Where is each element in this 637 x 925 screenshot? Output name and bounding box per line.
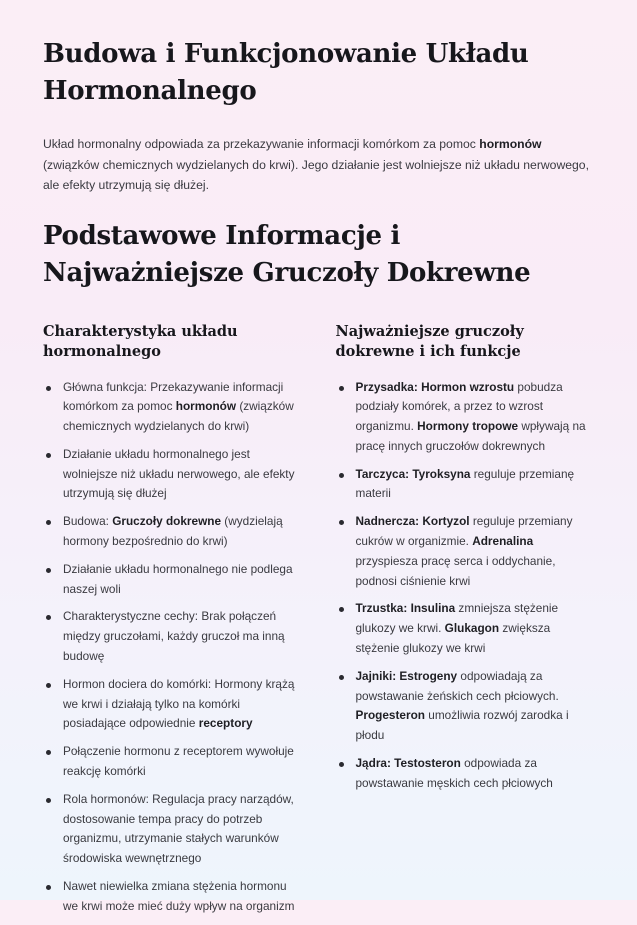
left-column-title: Charakterystyka układu hormonalnego [43, 322, 238, 360]
list-item [43, 790, 302, 869]
list-item [336, 599, 595, 658]
item-bold: Trzustka: Insulina [355, 601, 456, 616]
item-bold: Przysadka: Hormon wzrostu [355, 379, 515, 394]
item-bold: receptory [198, 716, 253, 731]
two-column-layout [43, 322, 594, 925]
list-item [43, 378, 302, 437]
item-bold: Jądra: Testosteron [355, 756, 461, 771]
item-text: (związków chemicznych wydzielanych do krwi) [63, 399, 294, 434]
item-bold: Jajniki: Estrogeny [355, 668, 458, 683]
item-bold: Adrenalina [472, 534, 534, 549]
item-bold: hormonów [175, 399, 237, 414]
item-text: (wydzielają hormony bezpośrednio do krwi) [63, 514, 283, 549]
item-bold: Glukagon [444, 621, 500, 636]
list-item [43, 445, 302, 504]
item-text: pobudza podziały komórek, a przez to wzrost organizmu. [355, 379, 563, 434]
item-text: Połączenie hormonu z receptorem wywołuje reakcję komórki [63, 744, 294, 779]
item-text: zmniejsza stężenie glukozy we krwi. [355, 601, 559, 636]
right-column-title: Najważniejsze gruczoły dokrewne i ich funkcje [335, 322, 524, 360]
page-title: Budowa i Funkcjonowanie Układu Hormonalnego [43, 39, 529, 106]
list-item [43, 742, 302, 782]
item-text: Budowa: [63, 514, 113, 529]
list-item [43, 607, 302, 666]
item-bold: Tarczyca: Tyroksyna [355, 466, 471, 481]
item-bold: Progesteron [355, 708, 425, 723]
list-item [336, 465, 595, 505]
list-item [336, 512, 595, 591]
item-bold: Nadnercza: Kortyzol [355, 514, 470, 529]
item-text: Działanie układu hormonalnego jest wolniejsze niż układu nerwowego, ale efekty utrzymują się dłużej [63, 446, 295, 501]
item-bold: Gruczoły dokrewne [112, 514, 222, 529]
intro-bold: hormonów [479, 137, 542, 151]
item-text: zwiększa stężenie glukozy we krwi [355, 621, 551, 656]
list-item [336, 754, 595, 794]
item-text: reguluje przemianę materii [355, 466, 575, 501]
item-text: przyspiesza pracę serca i oddychanie, podnosi ciśnienie krwi [355, 553, 556, 588]
list-item [43, 560, 302, 600]
left-column [43, 322, 302, 925]
item-text: odpowiadają za powstawanie żeńskich cech płciowych. [355, 668, 559, 703]
item-bold: Hormony tropowe [417, 419, 519, 434]
list-item [336, 667, 595, 746]
list-item [336, 378, 595, 457]
item-text: reguluje przemiany cukrów w organizmie. [355, 514, 573, 549]
item-text: Charakterystyczne cechy: Brak połączeń między gruczołami, każdy gruczoł ma inną budowę [63, 609, 285, 664]
list-item [43, 512, 302, 552]
glands-list [336, 378, 595, 794]
intro-text: Układ hormonalny odpowiada za przekazywanie informacji komórkom za pomoc [43, 137, 480, 151]
characteristics-list [43, 378, 302, 917]
right-column [336, 322, 595, 925]
item-text: Główna funkcja: Przekazywanie informacji komórkom za pomoc [63, 379, 284, 414]
item-text: Działanie układu hormonalnego nie podlega naszej woli [63, 561, 293, 596]
intro-paragraph [43, 134, 594, 196]
intro-text: (związków chemicznych wydzielanych do krwi). Jego działanie jest wolniejsze niż układu nerwowego, ale efekty utrzymują się dłużej. [43, 157, 589, 192]
list-item [43, 675, 302, 734]
item-text: Hormon dociera do komórki: Hormony krążą we krwi i działają tylko na komórki posiadające odpowiednie [63, 676, 295, 731]
item-text: umożliwia rozwój zarodka i płodu [355, 708, 569, 743]
section-title: Podstawowe Informacje i Najważniejsze Gruczoły Dokrewne [43, 220, 531, 288]
item-text: wpływają na pracę innych gruczołów dokrewnych [355, 419, 586, 453]
list-item [43, 877, 302, 917]
item-text: Rola hormonów: Regulacja pracy narządów, dostosowanie tempa pracy do potrzeb organizmu, utrzymanie stałych warunków środowiska wewnętrznego [63, 791, 294, 866]
item-text: odpowiada za powstawanie męskich cech płciowych [355, 756, 553, 790]
item-text: Nawet niewielka zmiana stężenia hormonu we krwi może mieć duży wpływ na organizm [63, 879, 295, 913]
